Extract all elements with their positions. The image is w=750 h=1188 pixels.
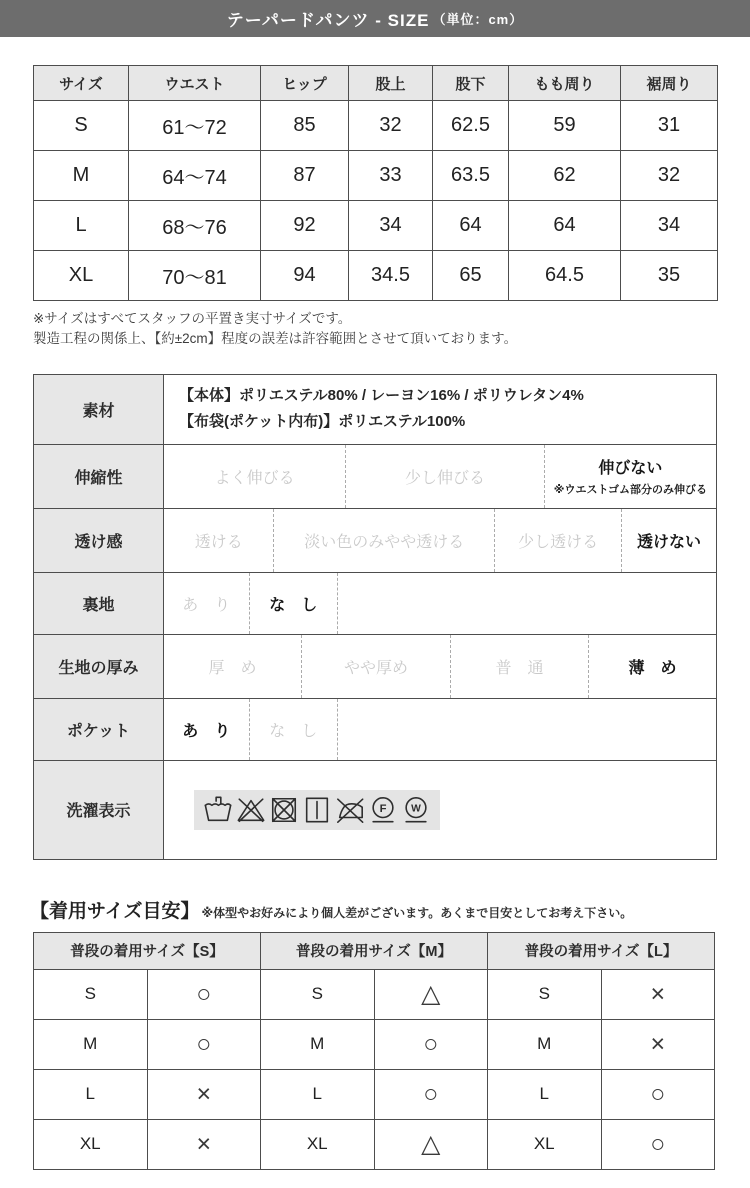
fit-table-row	[261, 1069, 488, 1119]
spec-row-label: 素材	[34, 375, 164, 444]
size-value-cell: 35	[621, 251, 718, 301]
svg-text:F: F	[379, 802, 387, 815]
fit-size-cell: L	[488, 1069, 602, 1119]
spec-option	[451, 635, 589, 698]
spec-table	[33, 374, 717, 860]
fit-mark-cell: ○	[147, 969, 261, 1019]
fit-mark-cell: ×	[147, 1069, 261, 1119]
hand-wash-icon	[203, 795, 233, 825]
size-column-header: 裾周り	[621, 66, 718, 101]
spec-option-label: 透ける	[194, 533, 243, 551]
fit-guide-title: 【着用サイズ目安】	[30, 900, 200, 922]
spec-option-label: な し	[269, 596, 318, 614]
fit-mark-cell: ○	[147, 1019, 261, 1069]
fit-table-header-row	[488, 932, 715, 969]
fit-table-row	[34, 969, 261, 1019]
size-name-cell: XL	[34, 251, 129, 301]
size-table-row	[34, 151, 718, 201]
spec-row-label: ポケット	[34, 699, 164, 760]
material-text-line: 【布袋(ポケット内布)】ポリエステル100%	[179, 413, 466, 431]
size-column-header: ウエスト	[129, 66, 261, 101]
fit-mark-cell: ×	[601, 969, 715, 1019]
size-value-cell: 87	[261, 151, 349, 201]
spec-option	[164, 635, 302, 698]
spec-row-label: 伸縮性	[34, 445, 164, 508]
fit-size-cell: M	[34, 1019, 148, 1069]
spec-option	[164, 445, 346, 508]
fit-size-cell: L	[261, 1069, 375, 1119]
fit-table-row	[488, 969, 715, 1019]
spec-option-label: 淡い色のみやや透ける	[304, 533, 465, 551]
spec-option-label: な し	[269, 722, 318, 740]
size-value-cell: 31	[621, 101, 718, 151]
size-value-cell: 63.5	[433, 151, 509, 201]
spec-option-label: 厚 め	[208, 659, 257, 677]
spec-row-content	[164, 375, 716, 444]
fit-table-body	[34, 969, 261, 1169]
fit-table-body	[488, 969, 715, 1169]
spec-row	[34, 699, 716, 761]
spec-option	[495, 509, 622, 572]
material-text-line: 【本体】ポリエステル80% / レーヨン16% / ポリウレタン4%	[179, 387, 584, 405]
size-column-header: 股下	[433, 66, 509, 101]
size-name-cell: S	[34, 101, 129, 151]
size-column-header: ヒップ	[261, 66, 349, 101]
size-value-cell: 64〜74	[129, 151, 261, 201]
dry-clean-f-icon	[368, 795, 398, 825]
page-title: テーパードパンツ - SIZE	[226, 11, 430, 30]
spec-option	[274, 509, 495, 572]
fit-table-header: 普段の着用サイズ【S】	[34, 932, 261, 969]
spec-option-label: 少し伸びる	[405, 469, 486, 487]
fit-table-row	[488, 1119, 715, 1169]
fit-mark-cell: △	[374, 1119, 488, 1169]
spec-row-content	[164, 509, 716, 572]
size-table-row	[34, 201, 718, 251]
size-value-cell: 33	[349, 151, 433, 201]
spec-row	[34, 573, 716, 635]
fit-size-cell: S	[488, 969, 602, 1019]
fit-table-row	[488, 1069, 715, 1119]
size-value-cell: 34.5	[349, 251, 433, 301]
spec-empty-filler	[338, 699, 716, 760]
fit-table-head	[34, 932, 261, 969]
size-value-cell: 92	[261, 201, 349, 251]
spec-option-label: 透けない	[637, 533, 702, 551]
fit-table-row	[34, 1119, 261, 1169]
size-notes	[33, 309, 750, 348]
fit-table	[260, 932, 488, 1170]
spec-option-label: あ り	[182, 722, 231, 740]
size-value-cell: 32	[621, 151, 718, 201]
spec-option	[589, 635, 716, 698]
fit-table	[33, 932, 261, 1170]
size-note-line: 製造工程の関係上、【約±2cm】程度の誤差は許容範囲とさせて頂いております。	[33, 330, 518, 346]
fit-table	[487, 932, 715, 1170]
spec-option-label: よく伸びる	[214, 469, 295, 487]
fit-table-head	[261, 932, 488, 969]
fit-table-head	[488, 932, 715, 969]
spec-option-label: 少し透ける	[518, 533, 599, 551]
spec-option	[164, 699, 250, 760]
spec-row	[34, 375, 716, 445]
do-not-tumble-dry-icon	[269, 795, 299, 825]
fit-mark-cell: ×	[601, 1019, 715, 1069]
fit-guide-note: ※体型やお好みにより個人差がございます。あくまで目安としてお考え下さい。	[201, 905, 633, 920]
size-value-cell: 62.5	[433, 101, 509, 151]
fit-table-header-row	[261, 932, 488, 969]
title-bar	[0, 0, 750, 37]
fit-mark-cell: ○	[601, 1069, 715, 1119]
size-name-cell: M	[34, 151, 129, 201]
fit-mark-cell: ○	[601, 1119, 715, 1169]
size-value-cell: 85	[261, 101, 349, 151]
spec-row-content	[164, 573, 716, 634]
spec-row	[34, 635, 716, 699]
fit-size-cell: XL	[34, 1119, 148, 1169]
size-table-row	[34, 101, 718, 151]
fit-size-cell: M	[261, 1019, 375, 1069]
spec-option-label: 薄 め	[628, 659, 677, 677]
unit-label: （単位：cm）	[432, 12, 524, 27]
fit-size-cell: L	[34, 1069, 148, 1119]
spec-option-label: やや厚め	[344, 659, 409, 677]
spec-option-label: 普 通	[495, 659, 544, 677]
spec-row-label: 洗濯表示	[34, 761, 164, 859]
fit-table-header: 普段の着用サイズ【M】	[261, 932, 488, 969]
fit-size-cell: XL	[488, 1119, 602, 1169]
size-value-cell: 61〜72	[129, 101, 261, 151]
spec-empty-filler	[338, 573, 716, 634]
fit-mark-cell: ×	[147, 1119, 261, 1169]
size-table-row	[34, 251, 718, 301]
size-value-cell: 64	[433, 201, 509, 251]
svg-text:W: W	[411, 803, 421, 815]
fit-size-cell: S	[34, 969, 148, 1019]
wet-clean-w-icon	[401, 795, 431, 825]
spec-row-label: 透け感	[34, 509, 164, 572]
do-not-iron-icon	[335, 795, 365, 825]
size-value-cell: 94	[261, 251, 349, 301]
fit-table-row	[261, 969, 488, 1019]
spec-option	[302, 635, 451, 698]
spec-row	[34, 761, 716, 859]
fit-table-row	[261, 1019, 488, 1069]
size-value-cell: 70〜81	[129, 251, 261, 301]
size-value-cell: 65	[433, 251, 509, 301]
spec-option	[250, 573, 338, 634]
spec-option	[164, 509, 274, 572]
size-table-header-row	[34, 66, 718, 101]
fit-table-body	[261, 969, 488, 1169]
fit-mark-cell: △	[374, 969, 488, 1019]
size-value-cell: 62	[509, 151, 621, 201]
line-dry-icon	[302, 795, 332, 825]
spec-option-label: あ り	[182, 596, 231, 614]
fit-table-row	[34, 1069, 261, 1119]
spec-row-content	[164, 635, 716, 698]
spec-option-note: ※ウエストゴム部分のみ伸びる	[553, 484, 708, 497]
size-value-cell: 34	[621, 201, 718, 251]
fit-size-cell: M	[488, 1019, 602, 1069]
fit-table-row	[261, 1119, 488, 1169]
spec-row-content	[164, 761, 716, 859]
fit-table-header-row	[34, 932, 261, 969]
fit-table-row	[488, 1019, 715, 1069]
fit-mark-cell: ○	[374, 1069, 488, 1119]
spec-row-label: 裏地	[34, 573, 164, 634]
size-value-cell: 68〜76	[129, 201, 261, 251]
spec-option	[622, 509, 716, 572]
fit-size-cell: XL	[261, 1119, 375, 1169]
fit-size-cell: S	[261, 969, 375, 1019]
spec-row-label: 生地の厚み	[34, 635, 164, 698]
size-value-cell: 32	[349, 101, 433, 151]
size-column-header: 股上	[349, 66, 433, 101]
spec-option	[545, 445, 716, 508]
size-value-cell: 59	[509, 101, 621, 151]
size-note-line: ※サイズはすべてスタッフの平置き実寸サイズです。	[33, 311, 352, 326]
size-column-header: サイズ	[34, 66, 129, 101]
fit-tables	[33, 932, 717, 1170]
spec-option	[346, 445, 545, 508]
do-not-bleach-icon	[236, 795, 266, 825]
size-value-cell: 64	[509, 201, 621, 251]
size-table	[33, 65, 718, 301]
size-value-cell: 64.5	[509, 251, 621, 301]
fit-guide-header	[30, 896, 750, 923]
fit-mark-cell: ○	[374, 1019, 488, 1069]
spec-row-content	[164, 699, 716, 760]
fit-table-row	[34, 1019, 261, 1069]
spec-row-content	[164, 445, 716, 508]
fit-table-header: 普段の着用サイズ【L】	[488, 932, 715, 969]
spec-option-label: 伸びない	[598, 460, 663, 478]
spec-option	[250, 699, 338, 760]
size-value-cell: 34	[349, 201, 433, 251]
size-name-cell: L	[34, 201, 129, 251]
spec-row	[34, 509, 716, 573]
size-column-header: もも周り	[509, 66, 621, 101]
spec-option	[164, 573, 250, 634]
spec-row	[34, 445, 716, 509]
size-table-body	[34, 101, 718, 301]
care-label-strip	[194, 790, 440, 830]
